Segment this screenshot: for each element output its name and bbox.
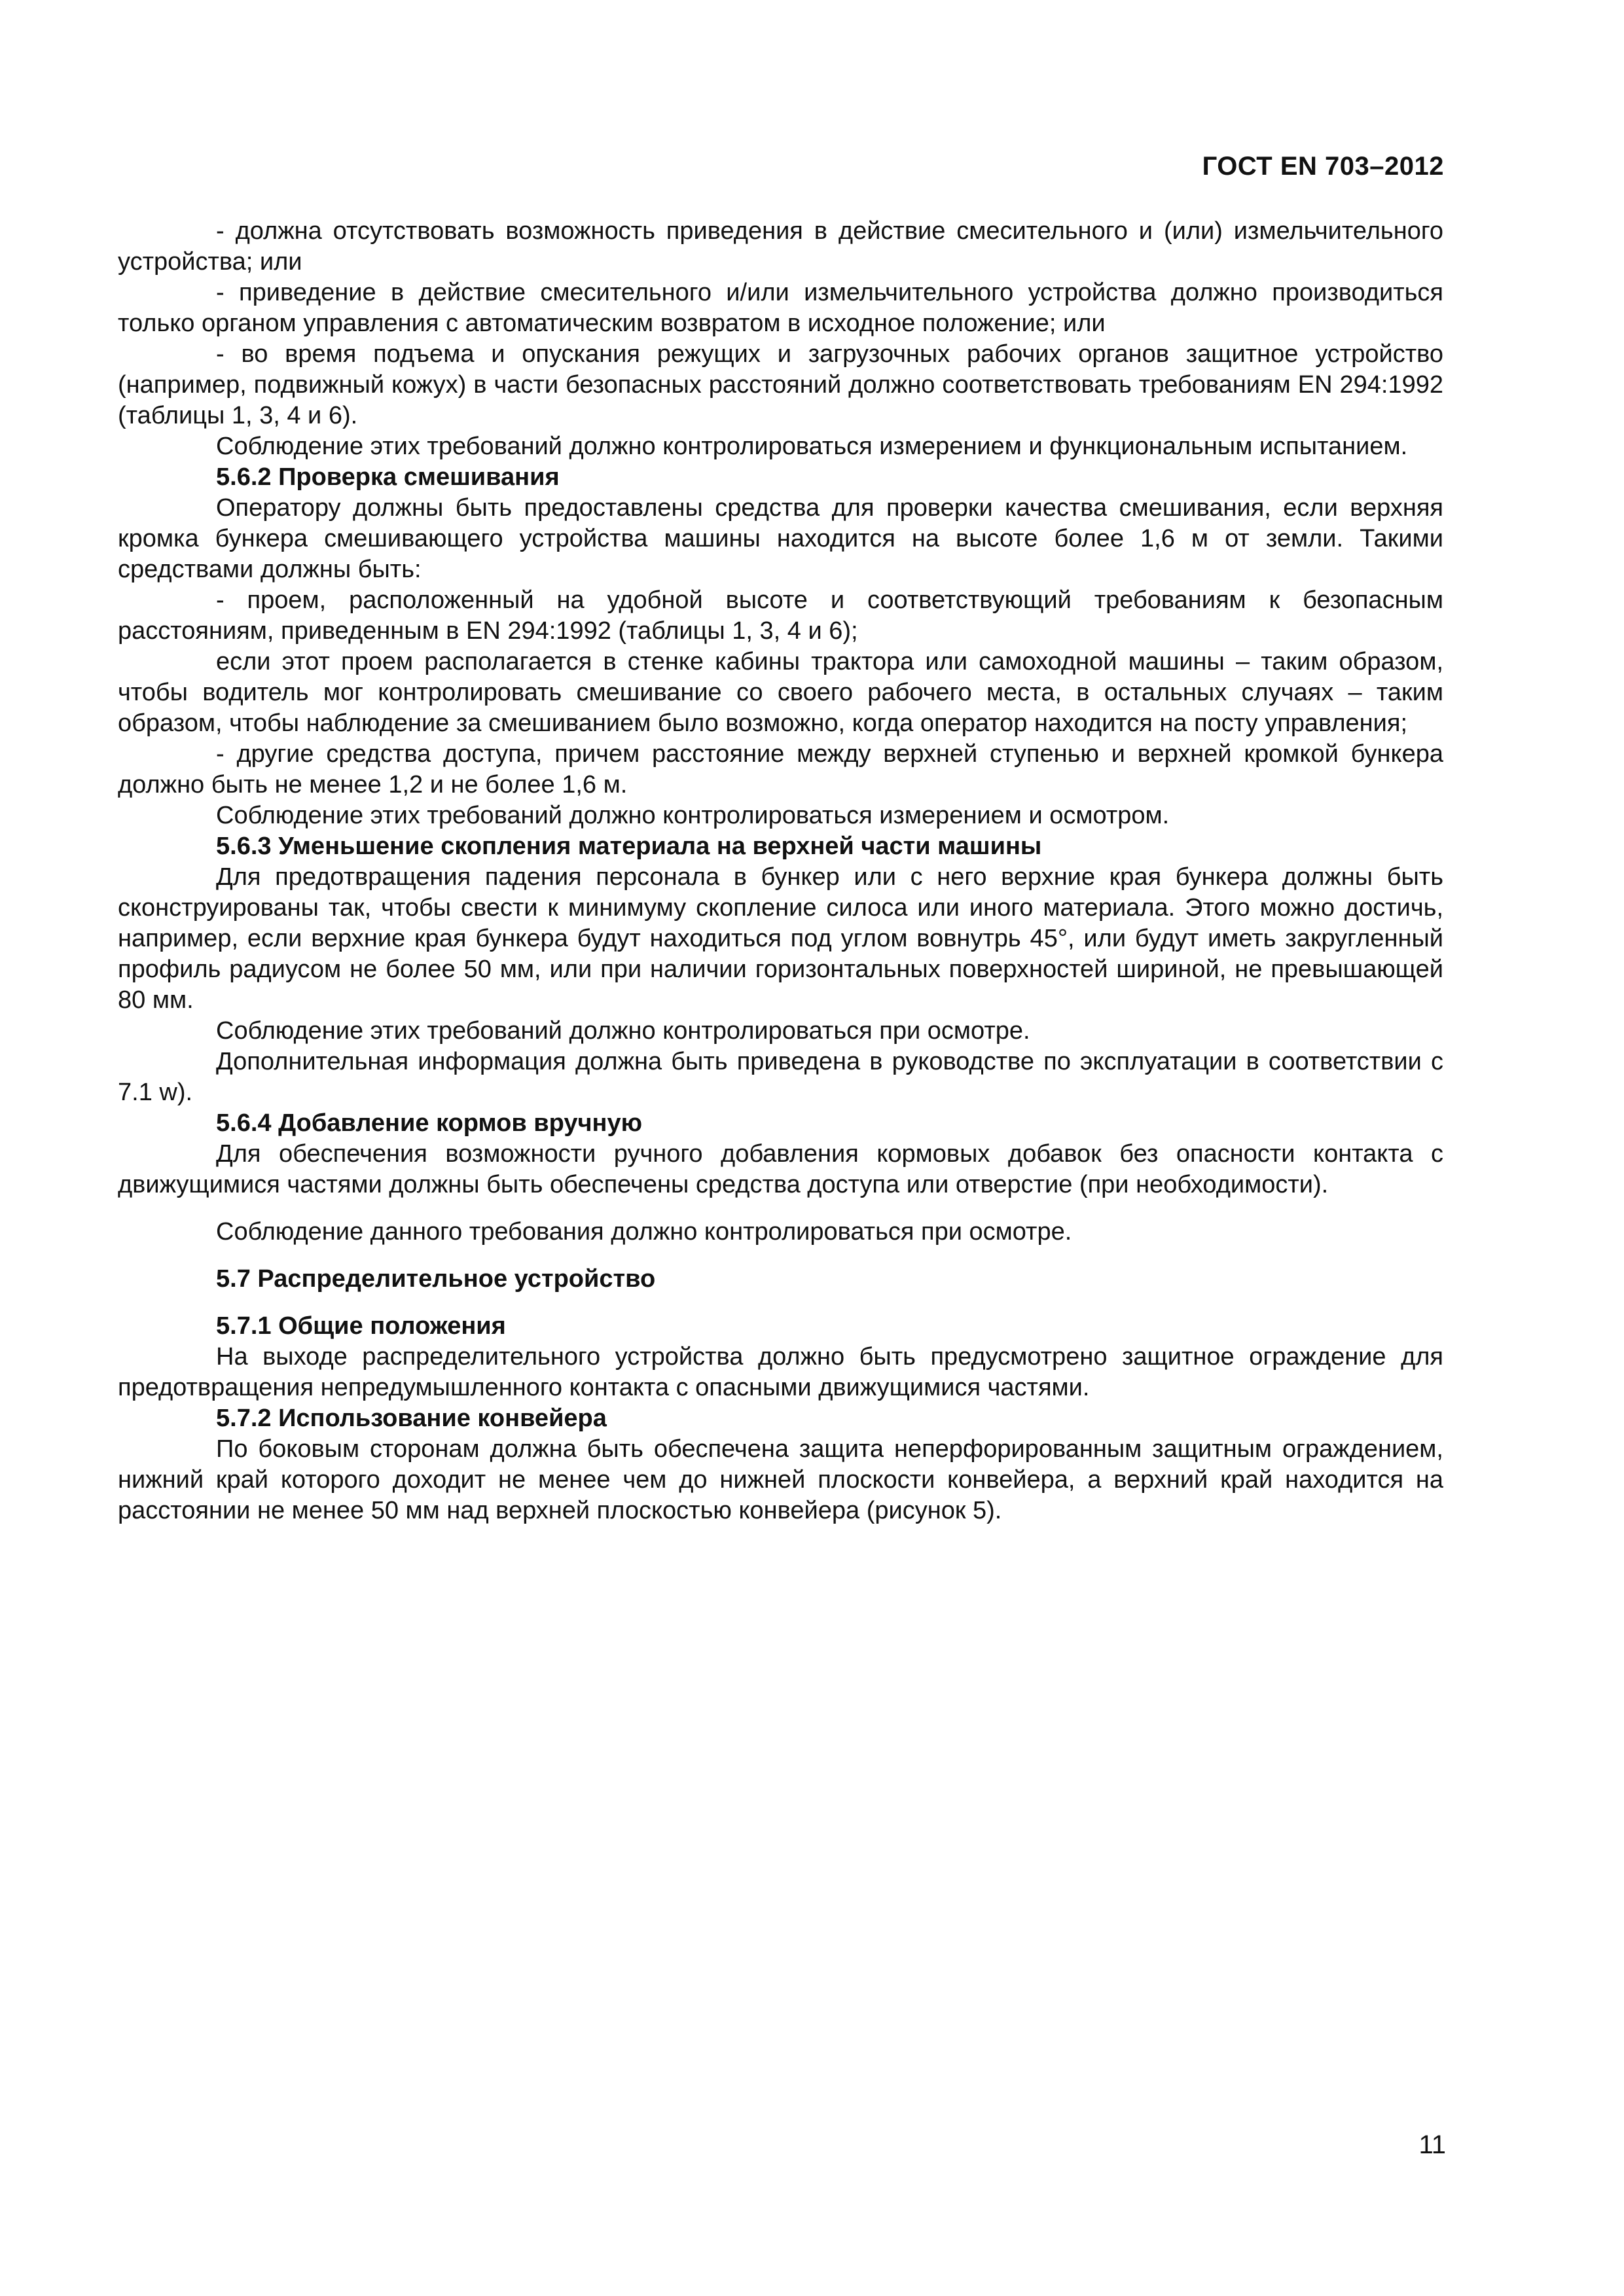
paragraph: - приведение в действие смесительного и/или измельчительного устройства должно производиться только органом управления с автоматическим возвратом в исходное положение; или [118, 279, 1443, 337]
section-heading-5-7-2: 5.7.2 Использование конвейера [216, 1405, 607, 1432]
paragraph: - другие средства доступа, причем расстояние между верхней ступенью и верхней кромкой бункера должно быть не менее 1,2 и не более 1,6 м. [118, 740, 1443, 798]
paragraph: На выходе распределительного устройства должно быть предусмотрено защитное ограждение для предотвращения непредумышленного контакта с опасными движущимися частями. [118, 1343, 1443, 1401]
paragraph: если этот проем располагается в стенке кабины трактора или самоходной машины – таким образом, чтобы водитель мог контролировать смешивание со своего рабочего места, в остальных случаях – таким образом, чтобы наблюдение за смешиванием было возможно, когда оператор находится на посту управления; [118, 648, 1443, 737]
paragraph: По боковым сторонам должна быть обеспечена защита неперфорированным защитным ограждением, нижний край которого доходит не менее чем до нижней плоскости конвейера, а верхний край находится на расстоянии не менее 50 мм над верхней плоскостью конвейера (рисунок 5). [118, 1435, 1443, 1524]
section-heading-5-6-4: 5.6.4 Добавление кормов вручную [216, 1109, 643, 1137]
paragraph: Оператору должны быть предоставлены средства для проверки качества смешивания, если верхняя кромка бункера смешивающего устройства машины находится на высоте более 1,6 м от земли. Такими средствами должны быть: [118, 494, 1443, 583]
paragraph: - должна отсутствовать возможность приведения в действие смесительного и (или) измельчительного устройства; или [118, 217, 1443, 276]
paragraph: Соблюдение этих требований должно контролироваться измерением и функциональным испытанием. [216, 433, 1408, 460]
page-number: 11 [1418, 2130, 1446, 2159]
paragraph: Для предотвращения падения персонала в бункер или с него верхние края бункера должны быть сконструированы так, чтобы свести к минимуму скопление силоса или иного материала. Этого можно достичь, например, если верхние края бункера будут находиться под углом вовнутрь 45°, или будут иметь закругленный профиль радиусом не более 50 мм, или при наличии горизонтальных поверхностей шириной, не превышающей 80 мм. [118, 863, 1443, 1014]
section-heading-5-7: 5.7 Распределительное устройство [216, 1265, 656, 1293]
section-heading-5-6-3: 5.6.3 Уменьшение скопления материала на верхней части машины [216, 833, 1042, 860]
paragraph: Дополнительная информация должна быть приведена в руководстве по эксплуатации в соответствии с 7.1 w). [118, 1048, 1443, 1106]
section-heading-5-6-2: 5.6.2 Проверка смешивания [216, 463, 560, 491]
document-code-header: ГОСТ EN 703–2012 [1202, 152, 1444, 181]
paragraph: Для обеспечения возможности ручного добавления кормовых добавок без опасности контакта с движущимися частями должны быть обеспечены средства доступа или отверстие (при необходимости). [118, 1140, 1443, 1198]
section-heading-5-7-1: 5.7.1 Общие положения [216, 1312, 506, 1340]
paragraph: - проем, расположенный на удобной высоте и соответствующий требованиям к безопасным расстояниям, приведенным в EN 294:1992 (таблицы 1, 3, 4 и 6); [118, 586, 1443, 645]
paragraph: Соблюдение данного требования должно контролироваться при осмотре. [216, 1218, 1072, 1246]
paragraph: Соблюдение этих требований должно контролироваться измерением и осмотром. [216, 802, 1170, 829]
paragraph: - во время подъема и опускания режущих и загрузочных рабочих органов защитное устройство (например, подвижный кожух) в части безопасных расстояний должно соответствовать требованиям EN 294:1992 (таблицы 1, 3, 4 и 6). [118, 340, 1443, 429]
document-body [118, 216, 1443, 1526]
paragraph: Соблюдение этих требований должно контролироваться при осмотре. [216, 1017, 1030, 1045]
